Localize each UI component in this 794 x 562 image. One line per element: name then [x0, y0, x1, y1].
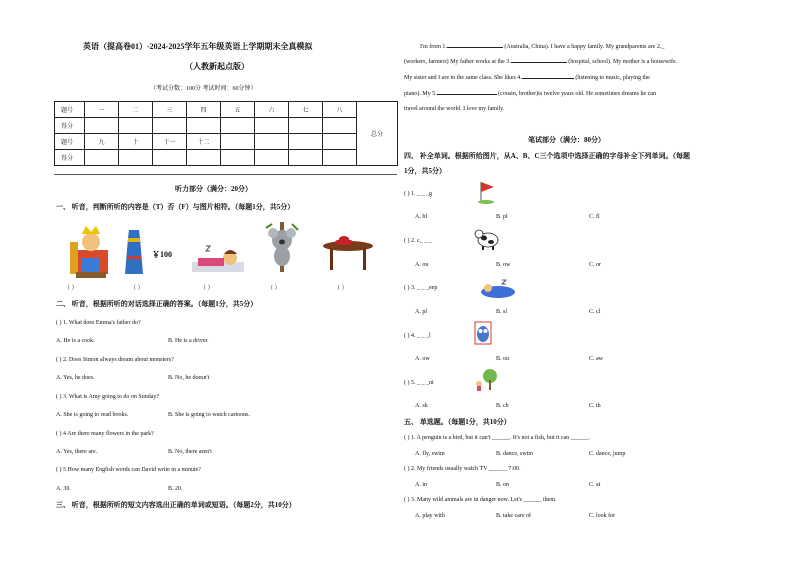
section-1-title: 一、 听音，判断所听的内容是（T）否（F）与图片相符。（每题1分，共5分）: [56, 203, 295, 211]
option-c[interactable]: C. or: [589, 262, 601, 268]
option-a[interactable]: A. play with: [415, 513, 445, 519]
king-picture-icon: [62, 222, 120, 280]
flag-icon: [478, 180, 496, 204]
table-header-cell: 一: [85, 102, 119, 118]
total-score-cell: 总分: [357, 102, 398, 166]
question-text: ( ) 1. What does Emma's father do?: [56, 320, 141, 326]
empty-cell: [323, 150, 357, 166]
question-text: ( ) 4 Are there many flowers in the park?: [56, 431, 154, 437]
score-cell[interactable]: [119, 118, 153, 134]
answer-blank[interactable]: [522, 78, 574, 79]
table-header-cell: 六: [255, 102, 289, 118]
section-5-title: 五、 单选题。（每题1分，共10分）: [404, 418, 511, 426]
listening-heading: 听力部分（满分：20分）: [175, 185, 252, 193]
option-c[interactable]: C. cl: [589, 309, 601, 315]
table-with-hat-icon: [322, 236, 374, 272]
score-cell[interactable]: [85, 150, 119, 166]
question-text: ( ) 3. What is Amy going to do on Sunday?: [56, 394, 160, 400]
score-table-row: [55, 118, 398, 134]
option-b[interactable]: B. She is going to watch cartoons.: [168, 412, 250, 418]
option-c[interactable]: C. th: [589, 403, 601, 409]
question-text: ( ) 2. My friends usually watch TV ______ 7:00.: [404, 466, 521, 472]
sleeping-boy-icon: [190, 242, 246, 278]
score-cell[interactable]: [119, 150, 153, 166]
option-a[interactable]: A. sh: [415, 403, 428, 409]
table-header-cell: 题号: [55, 102, 85, 118]
option-a[interactable]: A. in: [415, 482, 427, 488]
question-text: ( ) 2. Does Simon always dream about monsters?: [56, 357, 174, 363]
section-4-title-cont: 1分，共5分）: [404, 167, 446, 175]
owl-icon: [473, 320, 493, 346]
section-2-title: 二、 听音，根据所听的对话选择正确的答案。（每题1分，共5分）: [56, 300, 258, 308]
score-table-row: [55, 134, 398, 150]
table-header-cell: 十二: [187, 134, 221, 150]
table-header-cell: 十一: [153, 134, 187, 150]
option-b[interactable]: B. dance, swim: [496, 451, 533, 457]
passage-line-4: piano). My 5. (cousin, brother)is twelve years old. He sometimes dreams he can: [404, 91, 656, 97]
option-a[interactable]: A. He is a cook.: [56, 338, 95, 344]
option-c[interactable]: C. fl: [589, 214, 600, 220]
exam-info: （考试分数：100分 考试时间：60分钟）: [150, 86, 257, 92]
option-b[interactable]: B. No, there aren't: [168, 449, 212, 455]
answer-blank[interactable]: [437, 94, 497, 95]
answer-bracket[interactable]: （ ）: [334, 286, 348, 292]
empty-cell: [323, 134, 357, 150]
score-table-row: [55, 150, 398, 166]
table-header-cell: 四: [187, 102, 221, 118]
option-a[interactable]: A. Yes, there are.: [56, 449, 98, 455]
section-4-title: 四、 补全单词。根据所给图片，从A、B、C三个选项中选择正确的字母补全下列单词。（每题: [404, 152, 691, 160]
score-cell[interactable]: [85, 118, 119, 134]
table-header-cell: 题号: [55, 134, 85, 150]
passage-line-1: I'm from 1. (Australia, China). I have a happy family. My grandparents are 2._: [420, 44, 665, 50]
question-text: ( ) 3. _ _ _eep: [404, 285, 438, 291]
answer-bracket[interactable]: （ ）: [200, 286, 214, 292]
option-c[interactable]: C. at: [589, 482, 601, 488]
empty-cell: [221, 134, 255, 150]
answer-bracket[interactable]: （ ）: [267, 286, 281, 292]
question-text: ( ) 3. Many wild animals are in danger now. Let's ______ them.: [404, 497, 557, 503]
option-b[interactable]: B. No, he doesn't: [168, 375, 210, 381]
empty-cell: [255, 150, 289, 166]
question-text: ( ) 1. A penguin is a bird, but it can't ______. It's not a fish, but it can ______.: [404, 435, 591, 441]
option-a[interactable]: A. pl: [415, 309, 427, 315]
score-table: [54, 101, 398, 166]
sleeping-person-icon: [480, 278, 516, 300]
option-a[interactable]: A. 30.: [56, 486, 71, 492]
option-a[interactable]: A. Yes, he does.: [56, 375, 95, 381]
passage-line-2: (workers, farmers) My father works at the 3. (hospital, school). My mother is a housewife.: [404, 59, 678, 65]
option-a[interactable]: A. ow: [415, 356, 430, 362]
score-cell[interactable]: [255, 118, 289, 134]
table-header-cell: 三: [153, 102, 187, 118]
plant-icon: [474, 368, 500, 392]
table-row-label: 得分: [55, 150, 85, 166]
score-cell[interactable]: [187, 118, 221, 134]
dress-icon: [124, 228, 144, 276]
divider: [54, 174, 397, 175]
question-text: ( ) 4. _ _ _l: [404, 333, 431, 339]
score-cell[interactable]: [187, 150, 221, 166]
option-a[interactable]: A. ou: [415, 262, 429, 268]
answer-blank[interactable]: [447, 47, 503, 48]
score-cell[interactable]: [323, 118, 357, 134]
option-b[interactable]: B. on: [496, 482, 510, 488]
table-header-cell: 七: [289, 102, 323, 118]
table-header-cell: 八: [323, 102, 357, 118]
answer-bracket[interactable]: （ ）: [64, 286, 78, 292]
empty-cell: [289, 134, 323, 150]
table-header-cell: 二: [119, 102, 153, 118]
question-text: ( ) 2. c_ _ _: [404, 238, 432, 244]
passage-line-3: My sister and I are in the same class. She likes 4. (listening to music, playing the: [404, 75, 650, 81]
table-row-label: 得分: [55, 118, 85, 134]
question-text: ( ) 5. _ _ _nt: [404, 380, 434, 386]
passage-line-5: travel around the world. I love my family.: [404, 106, 505, 112]
option-b[interactable]: B. He is a driver.: [168, 338, 209, 344]
cow-icon: [474, 226, 500, 250]
table-header-cell: 十: [119, 134, 153, 150]
score-cell[interactable]: [153, 150, 187, 166]
page-title: 英语（提高卷01）-2024-2025学年五年级英语上学期期末全真模拟: [83, 42, 313, 51]
option-b[interactable]: B. ow: [496, 262, 511, 268]
option-b[interactable]: B. ch: [496, 403, 509, 409]
question-text: ( ) 5 How many English words can David write in a minute?: [56, 467, 201, 473]
option-b[interactable]: B. 20.: [168, 486, 183, 492]
option-b[interactable]: B. ou: [496, 356, 510, 362]
table-header-cell: 九: [85, 134, 119, 150]
option-a[interactable]: A. fly, swim: [415, 451, 445, 457]
option-c[interactable]: C. aw: [589, 356, 603, 362]
score-cell[interactable]: [221, 118, 255, 134]
price-label: ￥100: [152, 250, 172, 259]
table-header-cell: 五: [221, 102, 255, 118]
answer-bracket[interactable]: （ ）: [130, 286, 144, 292]
written-heading: 笔试部分（满分：80分）: [528, 136, 605, 144]
empty-cell: [289, 150, 323, 166]
option-c[interactable]: C. look for: [589, 513, 616, 519]
option-a[interactable]: A. bl: [415, 214, 427, 220]
section-3-title: 三、 听音，根据所听的短文内容选出正确的单词或短语。（每题2分，共10分）: [56, 501, 296, 509]
score-cell[interactable]: [289, 118, 323, 134]
empty-cell: [255, 134, 289, 150]
option-b[interactable]: B. sl: [496, 309, 508, 315]
option-b[interactable]: B. pl: [496, 214, 508, 220]
option-c[interactable]: C. dance, jump: [589, 451, 626, 457]
option-b[interactable]: B. take care of: [496, 513, 531, 519]
question-text: ( ) 1. _ _ _g: [404, 191, 432, 197]
koala-icon: [262, 222, 302, 272]
empty-cell: [221, 150, 255, 166]
score-cell[interactable]: [153, 118, 187, 134]
answer-blank[interactable]: [511, 62, 567, 63]
page-subtitle: （人教新起点版）: [185, 62, 249, 71]
option-a[interactable]: A. She is going to read books.: [56, 412, 129, 418]
score-table-row: [55, 102, 398, 118]
